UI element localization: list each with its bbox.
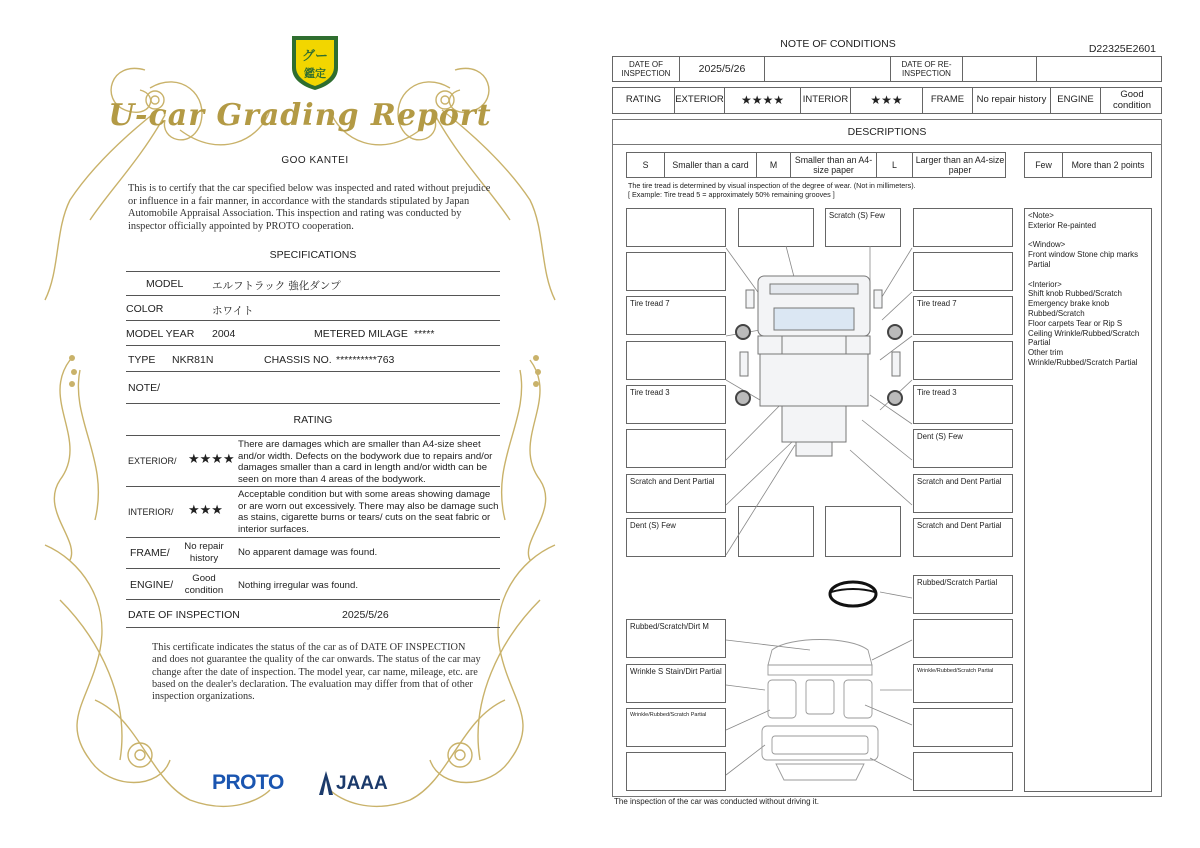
model-label: MODEL: [146, 278, 184, 290]
model-value: エルフトラック 強化ダンプ: [212, 280, 341, 292]
exterior-stars: ★★★★: [188, 451, 235, 466]
interior-label: INTERIOR: [801, 88, 851, 113]
rating-row-exterior: [126, 435, 500, 487]
condition-box-tire-left-rear: Tire tread 3: [626, 385, 726, 424]
inspection-date-label: DATE OF INSPECTION: [613, 57, 680, 81]
condition-box-steering: Rubbed/Scratch Partial: [913, 575, 1013, 614]
frame-label: FRAME/: [130, 547, 170, 559]
note-line: <Note>: [1028, 211, 1054, 220]
type-label: TYPE: [128, 354, 156, 366]
note-line: Ceiling Wrinkle/Rubbed/Scratch Partial: [1028, 328, 1140, 348]
chassis-label: CHASSIS NO.: [264, 354, 332, 366]
certificate-subtitle: GOO KANTEI: [281, 155, 349, 166]
color-label: COLOR: [126, 303, 164, 315]
goo-kantei-badge-icon: [288, 32, 342, 92]
descriptions-heading: DESCRIPTIONS: [613, 120, 1161, 145]
legend-m: M: [757, 153, 791, 177]
certificate-footer: This certificate indicates the status of the car as of DATE OF INSPECTION and does not guarantee the quality of the car onwards. The status of the car may change after the date of inspection. The model year, car name, mileage, etc. are based on the dealer's declaration. The evaluation may differ from that of other inspection organizations.: [152, 642, 481, 703]
engine-value: Good condition: [184, 573, 224, 596]
note-line: Front window Stone chip marks Partial: [1028, 250, 1139, 269]
condition-box-seat-right: Wrinkle/Rubbed/Scratch Partial: [913, 664, 1013, 703]
note-of-conditions: [600, 0, 1200, 848]
steering-wheel-icon: [830, 582, 876, 606]
logos: [212, 768, 412, 800]
note-line: Other trim Wrinkle/Rubbed/Scratch Partial: [1028, 348, 1138, 367]
legend-few: Few: [1025, 153, 1063, 177]
engine-label: ENGINE/: [130, 579, 174, 591]
frame-label: FRAME: [923, 88, 973, 113]
interior-stars: ★★★: [851, 88, 923, 113]
proto-logo: PROTO: [212, 771, 284, 794]
note-label: NOTE/: [128, 382, 161, 394]
note-line: Emergency brake knob Rubbed/Scratch: [1028, 299, 1110, 318]
condition-box-tire-right-front: Tire tread 7: [913, 296, 1013, 335]
spec-row-model: [126, 271, 500, 296]
condition-box-left-rear: Dent (S) Few: [626, 518, 726, 557]
frame-description: No apparent damage was found.: [238, 547, 378, 558]
interior-description: Acceptable condition but with some areas showing damage or are worn out excessively. There may also be damage such as stains, cigarette burns or tears/ cuts on the seat fabric or interior surfaces.: [238, 489, 499, 535]
interior-stars: ★★★: [188, 502, 223, 517]
reinspection-date-label: DATE OF RE-INSPECTION: [891, 57, 963, 81]
spec-row-year-mileage: [126, 321, 500, 346]
legend-l: L: [877, 153, 913, 177]
condition-box-roof: Scratch (S) Few: [825, 208, 901, 247]
legend-few-desc: More than 2 points: [1071, 160, 1145, 170]
note-line: Exterior Re-painted: [1028, 220, 1096, 230]
condition-box-left-side: Scratch and Dent Partial: [626, 474, 726, 513]
exterior-label: EXTERIOR: [675, 88, 725, 113]
rating-row-interior: [126, 487, 500, 538]
note-footer: The inspection of the car was conducted without driving it.: [614, 797, 819, 806]
exterior-stars: ★★★★: [725, 88, 801, 113]
rating-heading: RATING: [293, 414, 333, 426]
tire-tread-note-line-2: [ Example: Tire tread 5 = approximately 50% remaining grooves ]: [628, 190, 835, 199]
color-value: ホワイト: [212, 305, 254, 317]
rating-row-date: [126, 600, 500, 628]
engine-label: ENGINE: [1051, 88, 1101, 113]
exterior-description: There are damages which are smaller than A4-size sheet and/or width. Defects on the bodywork due to repairs and/or damages smaller than a card in length and/or width can be seen on more than 4 areas of the bodywork.: [238, 439, 493, 485]
rating-row-frame: [126, 538, 500, 569]
condition-box-dashboard: Rubbed/Scratch/Dirt M: [626, 619, 726, 658]
jaaa-logo: JAAA: [336, 773, 388, 794]
metered-mileage-label: METERED MILAGE: [314, 328, 408, 340]
metered-mileage-value: *****: [414, 328, 435, 340]
svg-text:グー: グー: [301, 49, 329, 64]
condition-box-seat: Wrinkle S Stain/Dirt Partial: [626, 664, 726, 703]
type-value: NKR81N: [172, 354, 214, 366]
model-year-label: MODEL YEAR: [126, 328, 195, 340]
condition-box-trim: Wrinkle/Rubbed/Scratch Partial: [626, 708, 726, 747]
inspection-date-value: 2025/5/26: [680, 57, 765, 81]
inspection-date-value: 2025/5/26: [342, 609, 389, 621]
certificate-title: U-car Grading Report: [108, 98, 492, 133]
legend-s: S: [627, 153, 665, 177]
certificate-intro: This is to certify that the car specified below was inspected and rated without prejudice or influence in a fair manner, in accordance with the standards stipulated by Japan Automobile Appraisal Association. This inspection and rating was conducted by inspector officially appointed by PROTO cooperation.: [128, 183, 491, 232]
note-title: NOTE OF CONDITIONS: [780, 38, 896, 50]
legend-l-desc: Larger than an A4-size paper: [915, 155, 1005, 175]
svg-text:鑑定: 鑑定: [304, 67, 326, 80]
jaaa-emblem-icon: [318, 770, 334, 796]
spec-row-color: [126, 296, 500, 321]
condition-box-tire-left-front: Tire tread 7: [626, 296, 726, 335]
rating-label: RATING: [613, 88, 675, 113]
frame-value: No repair history: [973, 88, 1051, 113]
legend-s-desc: Smaller than a card: [665, 153, 757, 177]
tire-tread-note-line-1: The tire tread is determined by visual inspection of the degree of wear. (Not in millimeters).: [628, 181, 916, 190]
engine-description: Nothing irregular was found.: [238, 580, 358, 591]
condition-box-right-side: Dent (S) Few: [913, 429, 1013, 468]
inspection-date-label: DATE OF INSPECTION: [128, 609, 240, 621]
model-year-value: 2004: [212, 328, 236, 340]
interior-label: INTERIOR/: [128, 507, 174, 517]
condition-box-tire-right-rear: Tire tread 3: [913, 385, 1013, 424]
spec-row-note: [126, 372, 500, 404]
condition-box-right-rear: Scratch and Dent Partial: [913, 518, 1013, 557]
vehicle-diagram: [600, 0, 1200, 848]
specifications-heading: SPECIFICATIONS: [269, 249, 357, 261]
note-line: Floor carpets Tear or Rip S: [1028, 318, 1123, 328]
frame-value: No repair history: [184, 541, 224, 564]
note-line: <Interior>: [1028, 279, 1062, 289]
spec-row-type-chassis: [126, 346, 500, 372]
legend-m-desc: Smaller than an A4-size paper: [791, 153, 877, 177]
condition-box-right-side-rear: Scratch and Dent Partial: [913, 474, 1013, 513]
exterior-label: EXTERIOR/: [128, 456, 177, 466]
engine-value: Good condition: [1112, 89, 1152, 111]
note-line: <Window>: [1028, 240, 1066, 250]
note-line: Shift knob Rubbed/Scratch: [1028, 289, 1122, 299]
rating-row-engine: [126, 569, 500, 600]
chassis-value: **********763: [336, 354, 395, 366]
report-id: D22325E2601: [1088, 43, 1156, 55]
